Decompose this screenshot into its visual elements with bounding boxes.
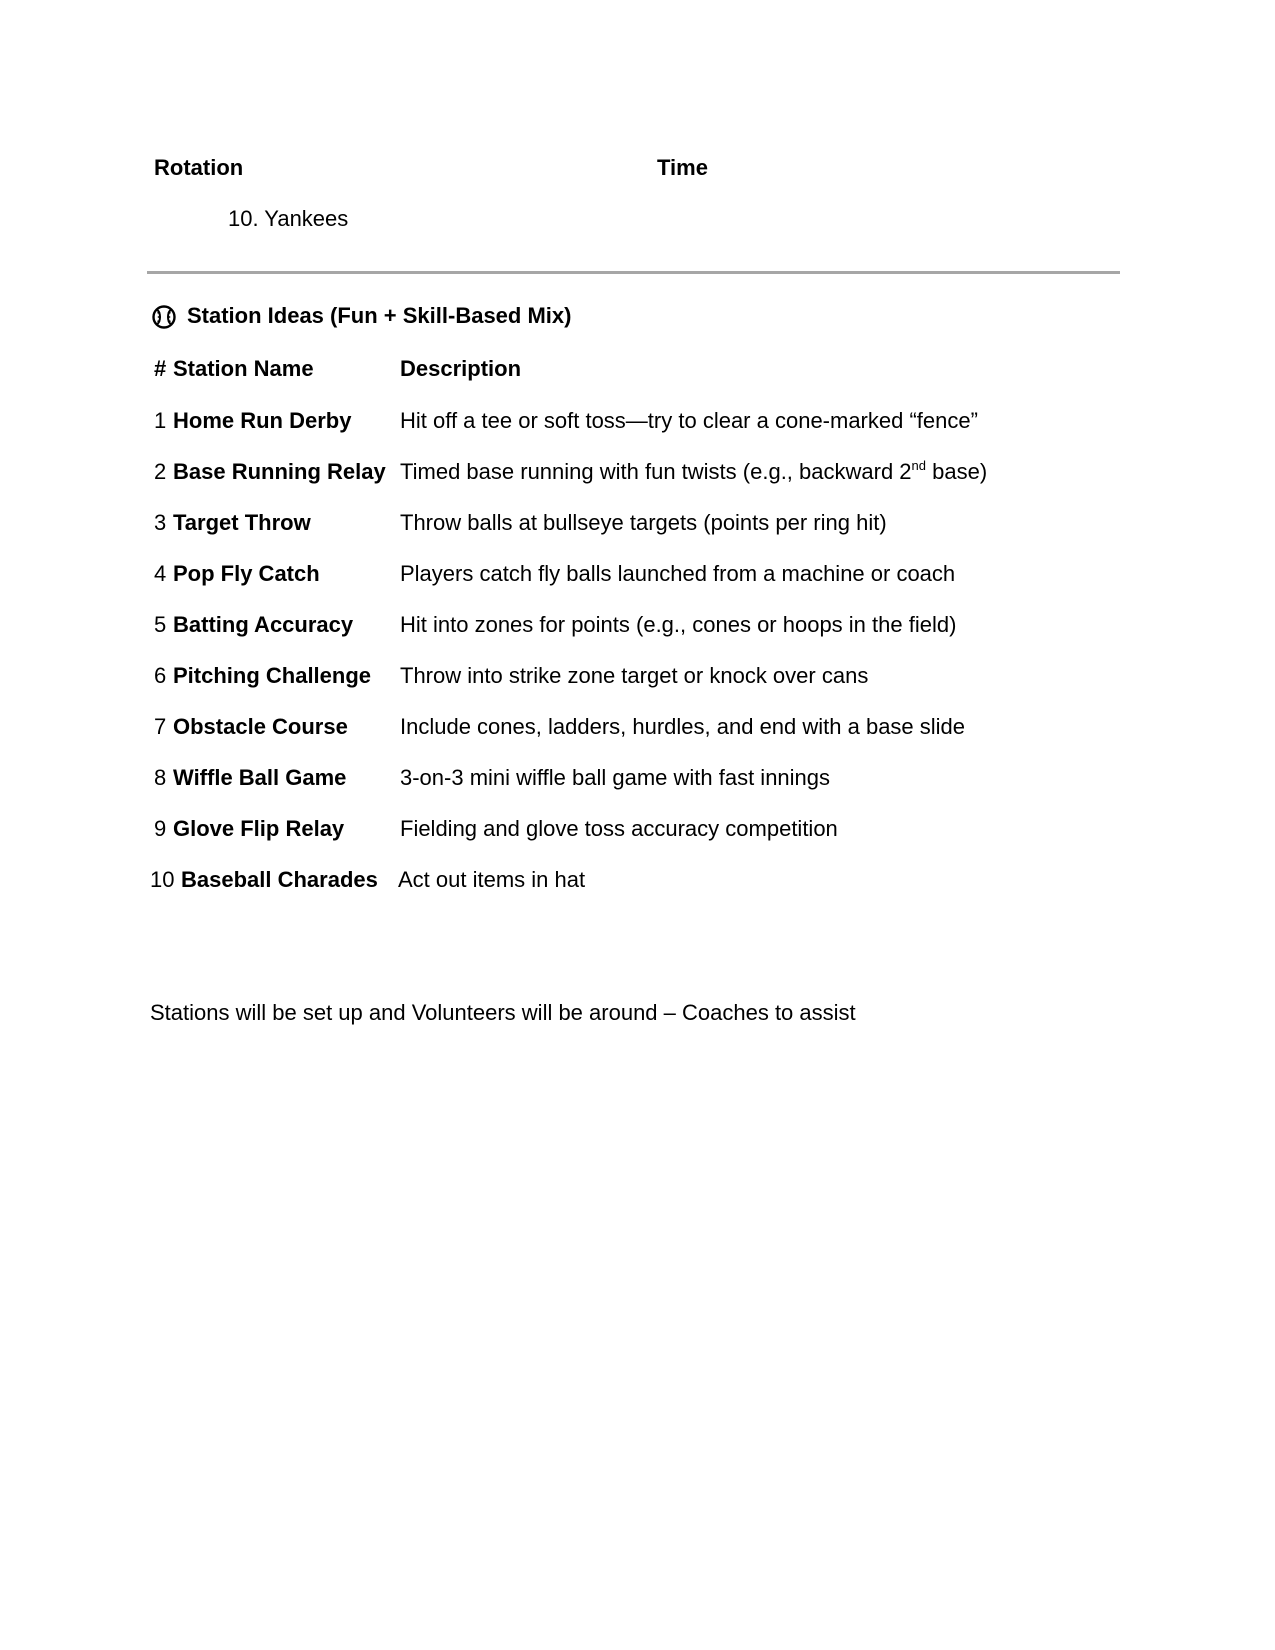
table-row [0, 816, 1275, 844]
station-description [400, 459, 987, 485]
station-number: 8 [154, 765, 167, 790]
station-description: Include cones, ladders, hurdles, and end with a base slide [400, 714, 966, 739]
table-row [0, 612, 1275, 640]
section-title: Station Ideas (Fun + Skill-Based Mix) [187, 303, 572, 328]
ordinal-superscript: nd [911, 458, 927, 473]
station-name: Pitching Challenge [173, 663, 372, 688]
station-name: Target Throw [173, 510, 311, 535]
station-name: Baseball Charades [181, 867, 378, 892]
station-description: Throw into strike zone target or knock over cans [400, 663, 869, 688]
footer-note: Stations will be set up and Volunteers will be around – Coaches to assist [150, 1000, 856, 1025]
station-number: 3 [154, 510, 167, 535]
station-number: 1 [154, 408, 167, 433]
station-number: 7 [154, 714, 167, 739]
rotation-item: 10. Yankees [228, 206, 349, 231]
station-name: Base Running Relay [173, 459, 386, 484]
station-number: 2 [154, 459, 167, 484]
station-description: Act out items in hat [398, 867, 586, 892]
station-description: Fielding and glove toss accuracy competition [400, 816, 838, 841]
station-description: 3-on-3 mini wiffle ball game with fast innings [400, 765, 831, 790]
table-row [0, 765, 1275, 793]
station-name: Glove Flip Relay [173, 816, 345, 841]
time-heading: Time [657, 155, 708, 180]
table-row [0, 459, 1275, 487]
column-header-description: Description [400, 356, 522, 381]
station-number: 5 [154, 612, 167, 637]
station-description: Players catch fly balls launched from a machine or coach [400, 561, 956, 586]
description-text: Timed base running with fun twists (e.g., backward 2 [400, 459, 912, 484]
station-description: Throw balls at bullseye targets (points per ring hit) [400, 510, 887, 535]
column-header-station-name: Station Name [173, 356, 314, 381]
station-name: Batting Accuracy [173, 612, 354, 637]
station-name: Pop Fly Catch [173, 561, 320, 586]
horizontal-divider [147, 271, 1120, 274]
table-header-row [0, 356, 1275, 384]
station-number: 4 [154, 561, 167, 586]
station-name: Home Run Derby [173, 408, 352, 433]
station-name: Obstacle Course [173, 714, 348, 739]
baseball-icon [151, 304, 177, 330]
table-row [0, 663, 1275, 691]
rotation-heading: Rotation [154, 155, 244, 180]
station-number: 6 [154, 663, 167, 688]
description-text-end: base) [926, 459, 988, 484]
table-row [0, 867, 1275, 895]
table-row [0, 714, 1275, 742]
table-row [0, 561, 1275, 589]
station-number: 9 [154, 816, 167, 841]
table-row [0, 510, 1275, 538]
table-row [0, 408, 1275, 436]
column-header-number: # [154, 356, 167, 381]
station-description: Hit off a tee or soft toss—try to clear a cone-marked “fence” [400, 408, 978, 433]
station-number: 10 [150, 867, 175, 892]
station-description: Hit into zones for points (e.g., cones or hoops in the field) [400, 612, 957, 637]
station-name: Wiffle Ball Game [173, 765, 347, 790]
